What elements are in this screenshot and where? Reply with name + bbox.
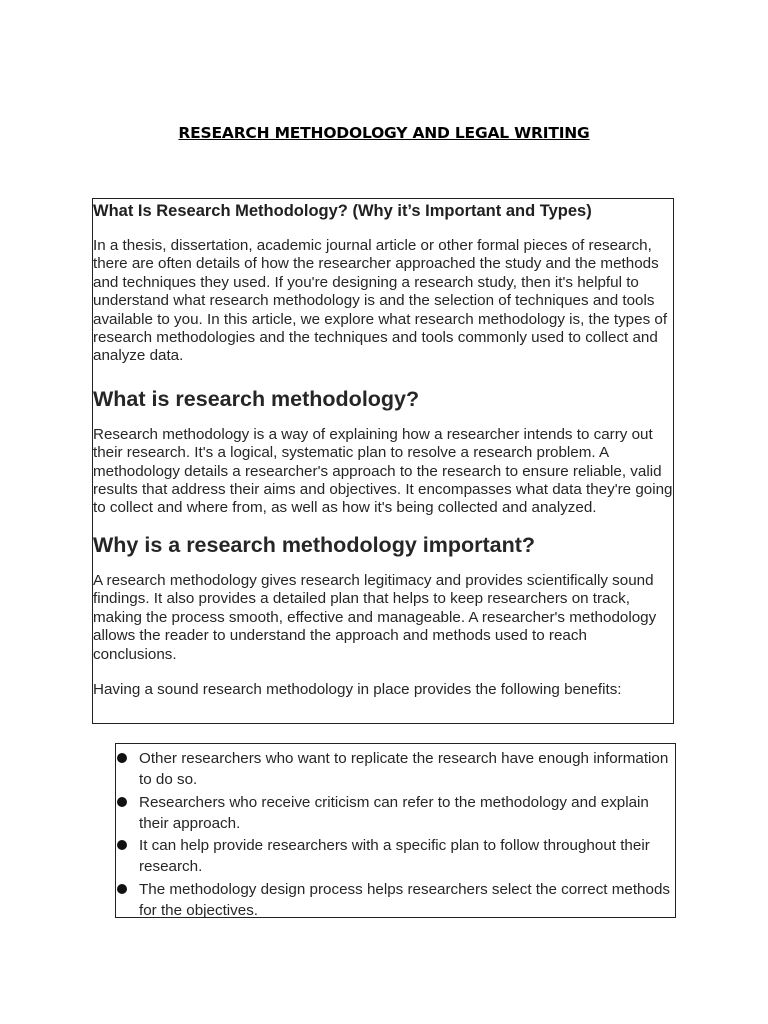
why-paragraph: A research methodology gives research legitimacy and provides scientifically sound findings. It also provides a detailed plan that helps to keep researchers on track, making the process smooth, effective and manageable. A researcher's methodology allows the reader to understand the approach and methods used to reach conclusions. xyxy=(93,571,657,663)
list-item xyxy=(116,748,675,790)
bullet-icon xyxy=(117,840,127,850)
what-heading: What is research methodology? xyxy=(93,386,420,411)
what-paragraph: Research methodology is a way of explaining how a researcher intends to carry out their research. It's a logical, systematic plan to resolve a research problem. A methodology details a researcher's approach to the research to ensure reliable, valid results that address their aims and objectives. It encompasses what data they're going to collect and where from, as well as how it's being collected and analyzed. xyxy=(93,425,673,517)
content-box xyxy=(92,198,674,724)
why-heading: Why is a research methodology important? xyxy=(93,532,536,557)
list-item xyxy=(116,835,675,877)
benefits-intro: Having a sound research methodology in place provides the following benefits: xyxy=(93,680,622,698)
intro-heading: What Is Research Methodology? (Why it’s Important and Types) xyxy=(93,202,592,220)
list-item xyxy=(116,879,675,919)
list-item-text: The methodology design process helps researchers select the correct methods for the objectives. xyxy=(139,880,670,918)
benefits-box xyxy=(115,743,676,918)
intro-paragraph: In a thesis, dissertation, academic journal article or other formal pieces of research, there are often details of how the researcher approached the study and the methods and techniques they used. If you're designing a research study, then it's helpful to understand what research methodology is and the selection of techniques and tools available to you. In this article, we explore what research methodology is, the types of research methodologies and the techniques and tools commonly used to collect and analyze data. xyxy=(93,237,668,365)
list-item-text: Other researchers who want to replicate the research have enough information to do so. xyxy=(139,750,669,788)
list-item-text: Researchers who receive criticism can refer to the methodology and explain their approach. xyxy=(139,793,649,832)
list-item xyxy=(116,792,675,834)
bullet-icon xyxy=(117,753,127,763)
bullet-icon xyxy=(117,884,127,894)
bullet-icon xyxy=(117,797,127,807)
document-title: RESEARCH METHODOLOGY AND LEGAL WRITING xyxy=(178,124,590,142)
benefits-list xyxy=(116,744,675,918)
list-item-text: It can help provide researchers with a specific plan to follow throughout their research. xyxy=(139,837,650,875)
